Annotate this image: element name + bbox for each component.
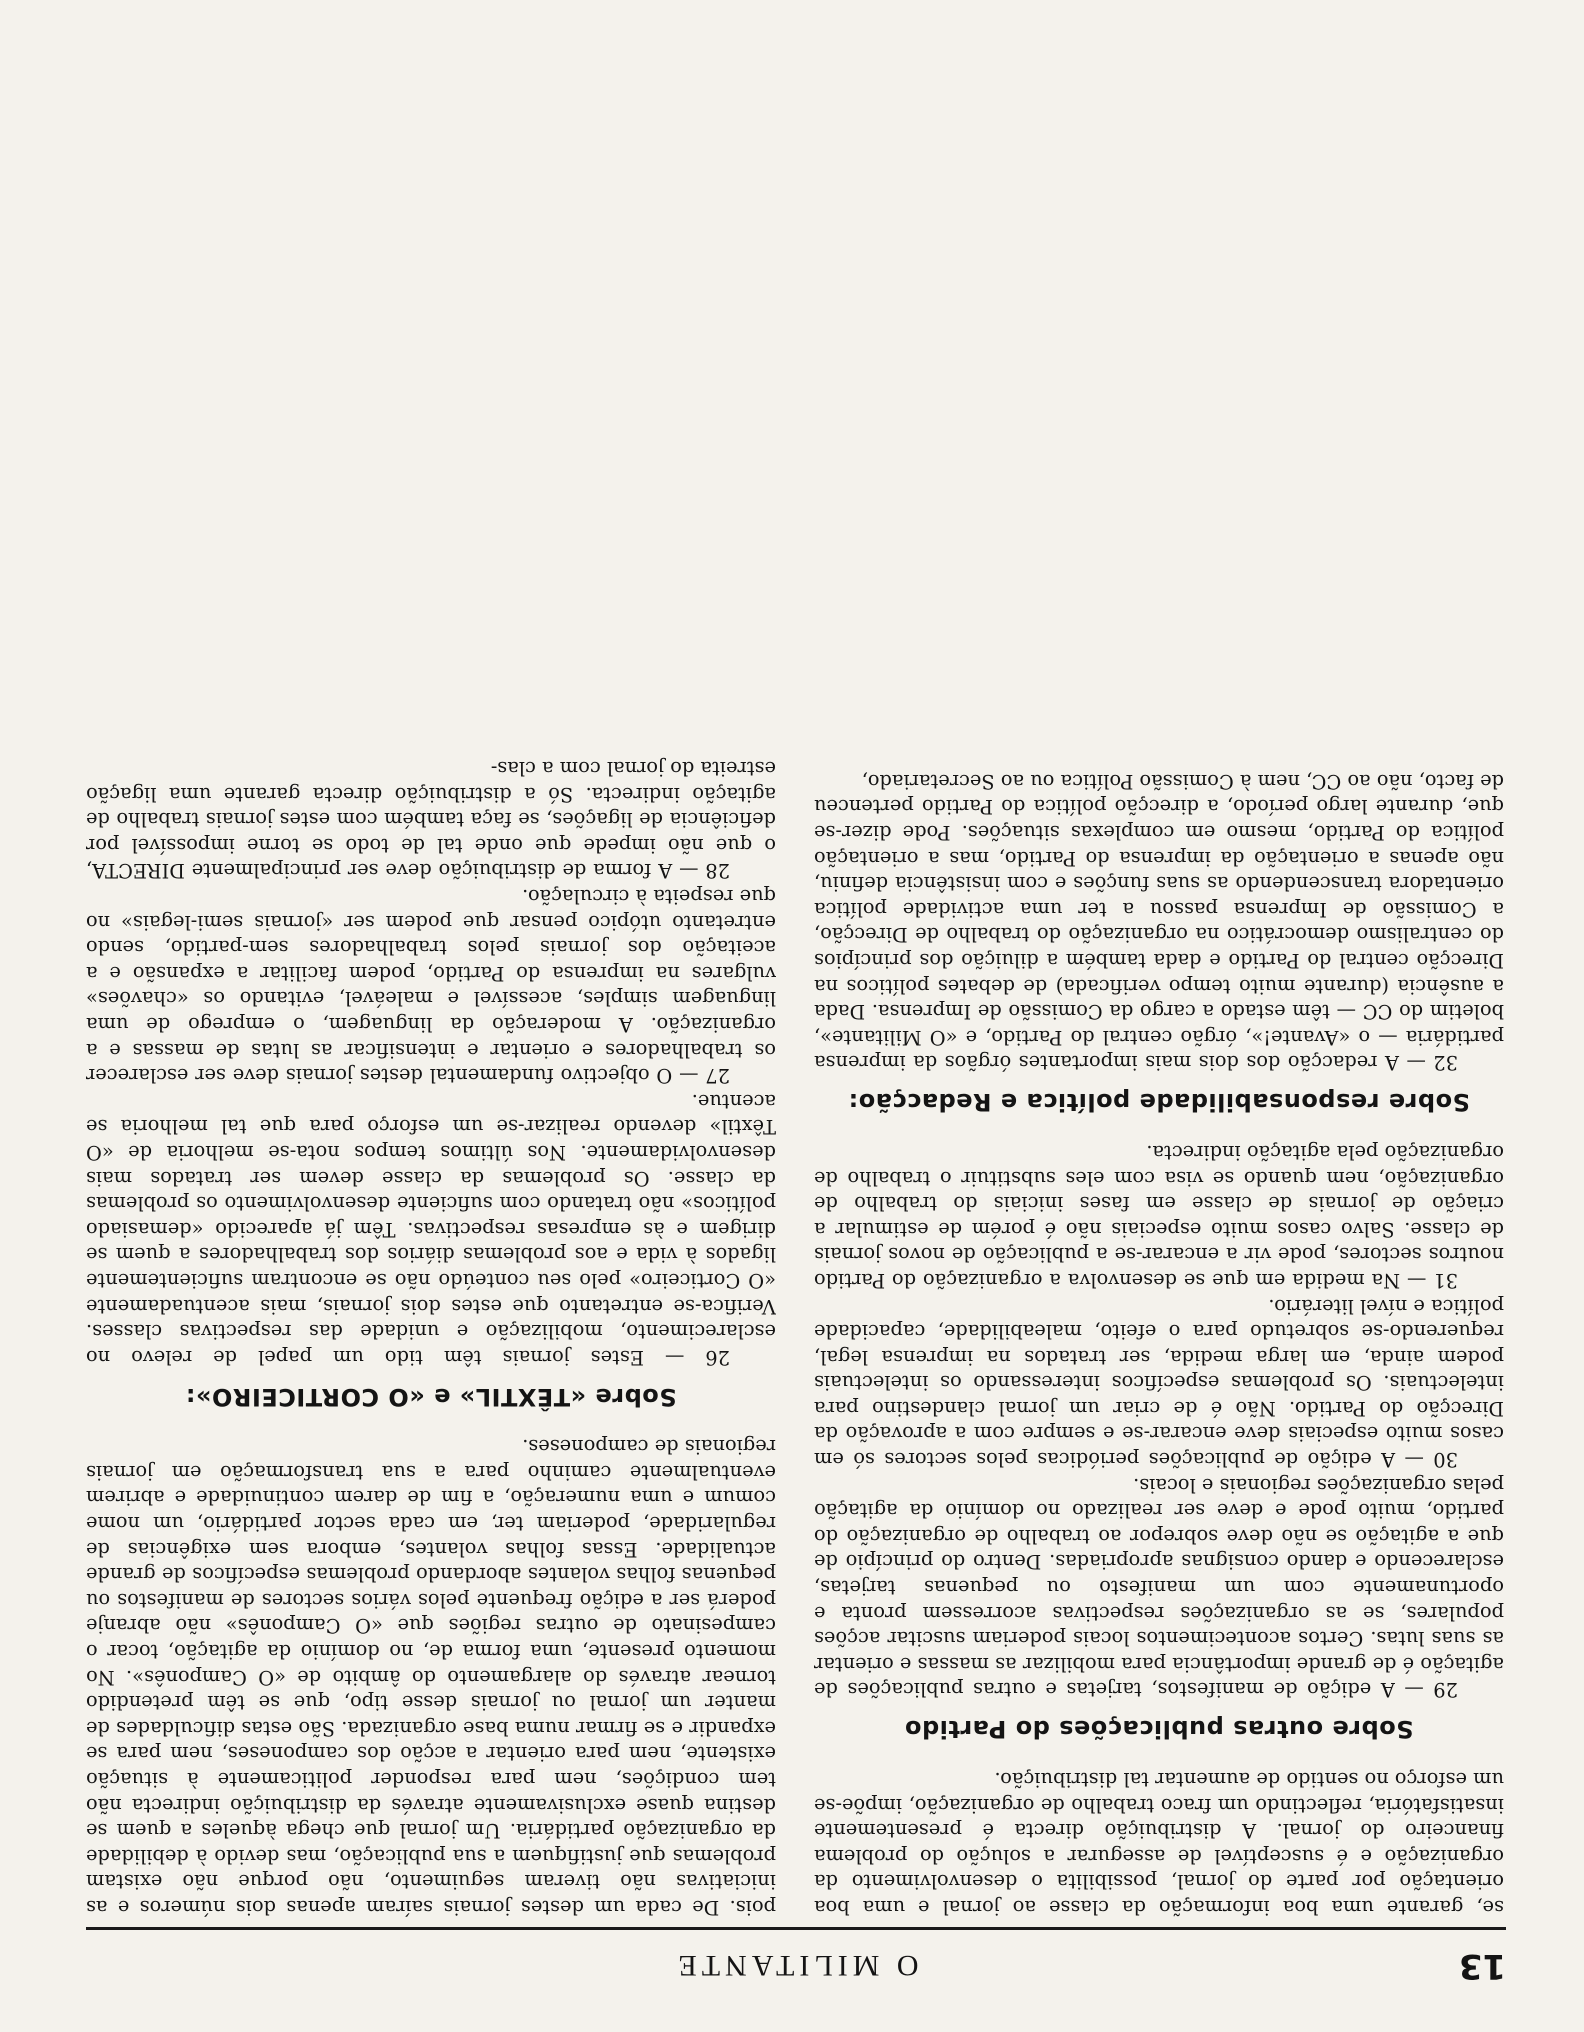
paragraph-28: 28 — A forma de distribuição deve ser principalmente DIRECTA, o que não impede que onde tal de todo se torne impossível por deficiência de ligações, se faça também com estes jornais trabalho de agitação indirecta. Só a distribuição directa garante uma ligação estreita do jornal com a clas- <box>86 757 776 883</box>
paragraph-30: 30 — A edição de publicações periódicas pelos sectores só em casos muito especiais deve encarar-se e sempre com a aprovação da Direcção do Partido. Não é de criar um jornal clandestino para intelectuais. Os problemas específicos interessando os intelectuais podem ainda, em larga medida, ser tratados na imprensa legal, requerendo-se sobretudo para o efeito, maleabilidade, capacidade política e nível literário. <box>814 1294 1504 1472</box>
section-heading-textil-corticeiro: Sobre «TÊXTIL» e «O CORTICEIRO»: <box>185 1382 677 1411</box>
section-heading-political-responsibility: Sobre responsabilidade política e Redacção: <box>848 1088 1470 1117</box>
masthead <box>86 1934 1506 1994</box>
journal-title: O MILITANTE <box>673 1949 919 1982</box>
paragraph-distribution-continued: se, garante uma boa informação da classe ao jornal e uma boa orientação por parte do jornal, possibilita o desenvolvimento da organização e é susceptível de assegurar a solução do problema financeiro do jornal. A distribuição directa é presentemente insatisfatória, reflectindo um fraco trabalho de organização, impõe-se um esforço no sentido de aumentar tal distribuição. <box>814 1768 1504 1919</box>
paragraph-campones-continued: pois. De cada um destes jornais saíram apenas dois números e as iniciativas não tiveram seguimento, não porque não existam problemas que justifiquem a sua publicação, mas devido à debilidade da organização partidária. Um jornal que chega àqueles a quem se destina quase exclusivamente através da distribuição indirecta não tem condições, nem para responder politicamente à situação existente, nem para orientar a acção dos camponeses, nem para se expandir e se firmar numa base organizada. São estas dificuldades de manter um jornal ou jornais desse tipo, que se têm pretendido tornear através do alargamento do âmbito de «O Camponês». No momento presente, uma forma de, no domínio da agitação, tocar o campesinato de outras regiões que «O Camponês» não abranje poderá ser a edição frequente pelos vários sectores de manifestos ou pequenas folhas volantes abordando problemas específicos de grande actualidade. Essas folhas volantes, embora sem exigências de regularidade, poderiam ter, em cada sector partidário, um nome comum e uma numeração, a fim de darem continuidade e abrirem eventualmente caminho para a sua transformação em jornais regionais de camponeses. <box>86 1435 776 1919</box>
right-column <box>86 160 776 1920</box>
paragraph-32: 32 — A redacção dos dois mais importantes órgãos da imprensa partidária — o «Avante!», órgão central do Partido, e «O Militante», boletim do CC — têm estado a cargo da Comissão de Imprensa. Dada a ausência (durante muito tempo verificada) de debates políticos na Direcção central do Partido e dada também a diluição dos princípios do centralismo democrático na organização do trabalho de Direcção, a Comissão de Imprensa passou a ter uma actividade política orientadora transcendendo as suas funções e com insistência definiu, não apenas a orientação da imprensa do Partido, mas a orientação política do Partido, mesmo em complexas situações. Pode dizer-se que, durante largo período, a direcção política do Partido pertenceu de facto, não ao CC, nem à Comissão Política ou ao Secretariado, <box>814 769 1504 1075</box>
page-number: 13 <box>1458 1946 1506 1986</box>
header-rule <box>86 1927 1506 1930</box>
left-column <box>814 160 1504 1920</box>
paragraph-27: 27 — O objectivo fundamental destes jornais deve ser esclarecer os trabalhadores e orientar e intensificar as lutas de massas e a organização. A moderação da linguagem, o emprego de uma linguagem simples, acessível e maleável, evitando os «chavões» vulgares na imprensa do Partido, podem facilitar a expansão e a aceitação dos jornais pelos trabalhadores sem-partido, sendo entretanto utópico pensar que podem ser «jornais semi-legais» no que respeita à circulação. <box>86 885 776 1088</box>
paragraph-31: 31 — Na medida em que se desenvolva a organização do Partido noutros sectores, pode vir a encarar-se a publicação de novos jornais de classe. Salvo casos muito especiais não é porém de estimular a criação de jornais de classe em fases iniciais do trabalho de organização, nem quando se visa com eles substituir o trabalho de organização pela agitação indirecta. <box>814 1140 1504 1292</box>
paragraph-26: 26 — Estes jornais têm tido um papel de relevo no esclarecimento, mobilização e unidade das respectivas classes. Verifica-se entretanto que estes dois jornais, mais acentuadamente «O Corticeiro» pelo seu conteúdo não se encontram suficientemente ligados à vida e aos problemas diários dos trabalhadores a quem se dirigem e às empresas respectivas. Têm já aparecido «demasiado políticos» não tratando com suficiente desenvolvimento os problemas da classe. Os problemas da classe devem ser tratados mais desenvolvidamente. Nos últimos tempos nota-se melhoria de «O Têxtil» devendo realizar-se um esforço para que tal melhoria se acentue. <box>86 1089 776 1369</box>
paragraph-29: 29 — A edição de manifestos, tarjetas e outras publicações de agitação é de grande importância para mobilizar as massas e orientar as suas lutas. Certos acontecimentos locais poderiam suscitar acções populares, se as organizações respectivas acorressem pronta e oportunamente com um manifesto ou pequenas tarjetas, esclarecendo e dando consignas apropriadas. Dentro do princípio de que a agitação se não deve sobrepor ao trabalho de organização do partido, muito pode e deve ser realizado no domínio da agitação pelas organizações regionais e locais. <box>814 1473 1504 1702</box>
section-heading-other-publications: Sobre outras publicações do Partido <box>904 1715 1414 1744</box>
